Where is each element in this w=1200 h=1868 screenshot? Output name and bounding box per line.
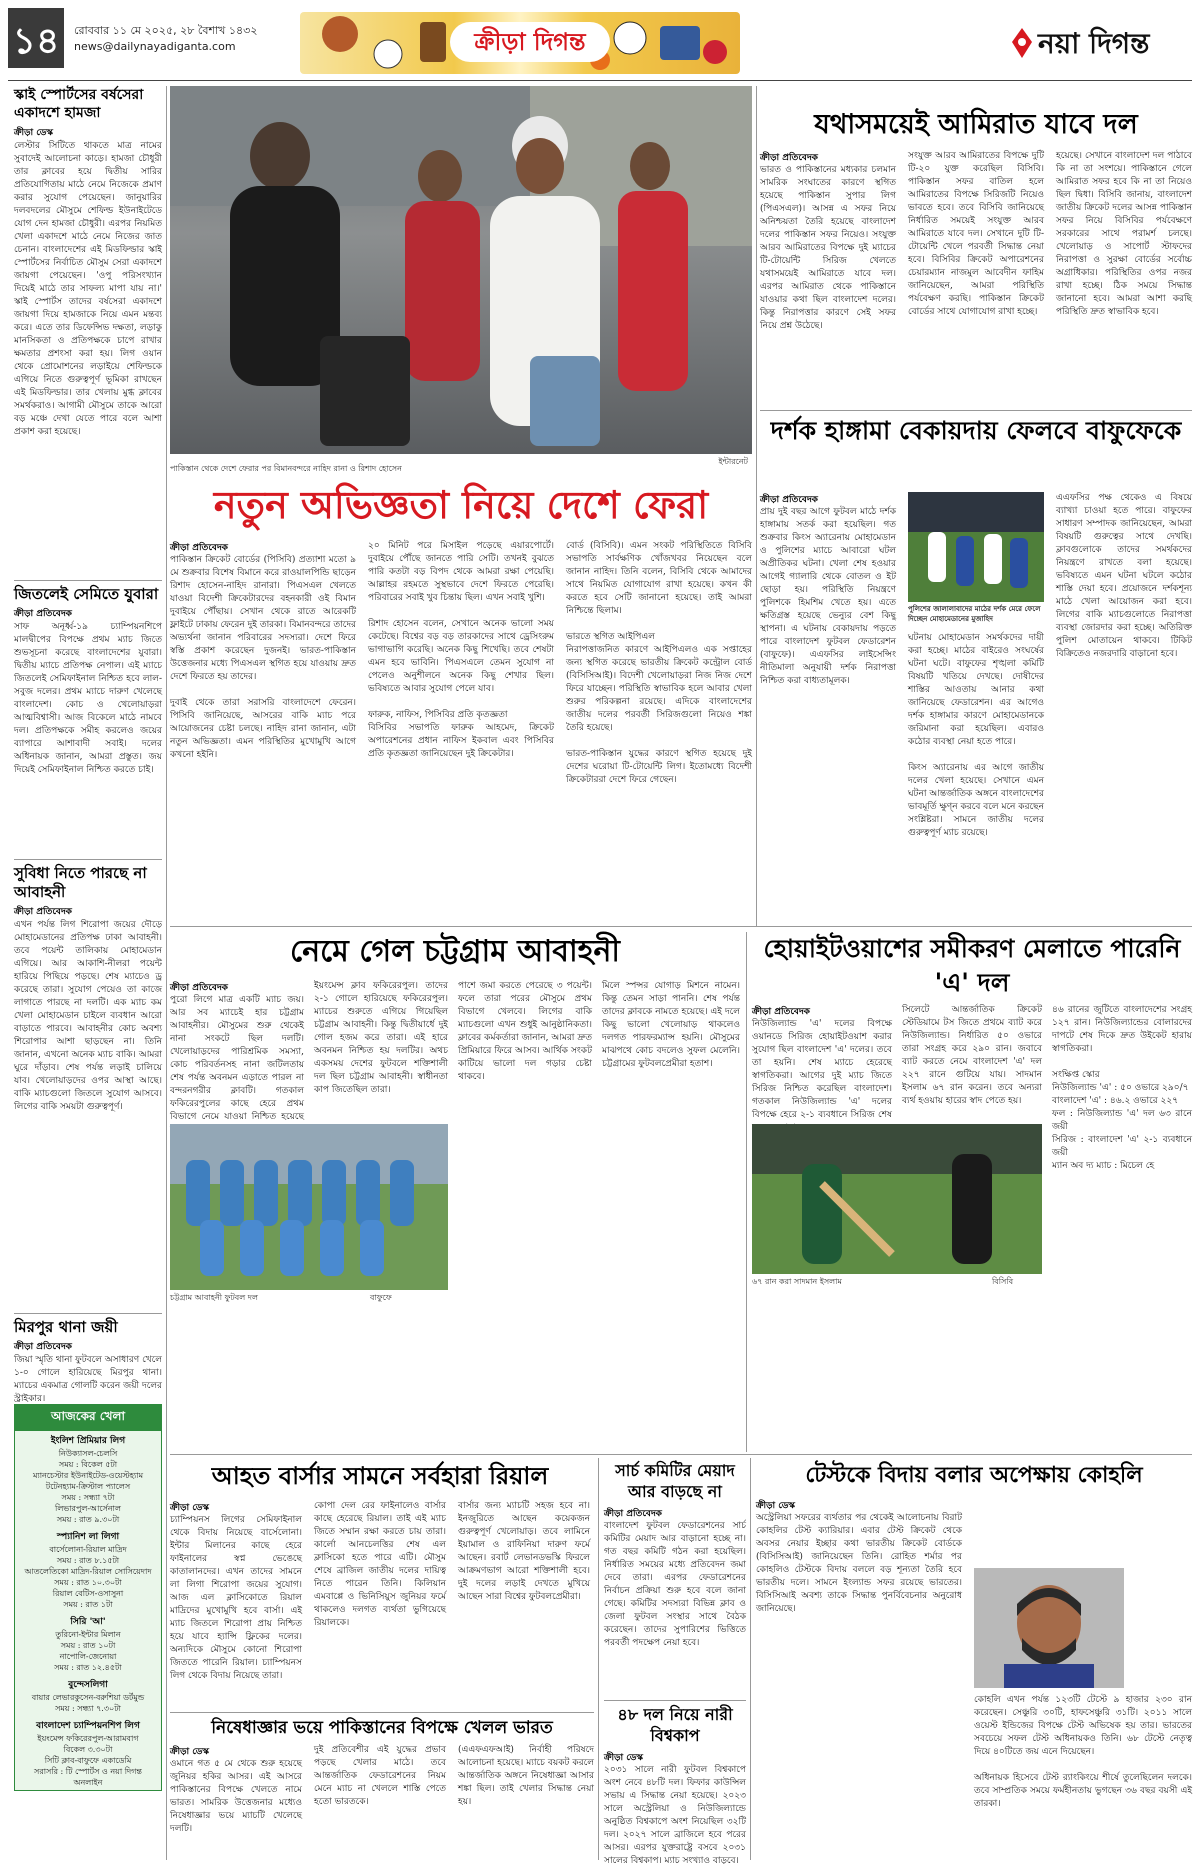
kohli-body bbox=[756, 1498, 1192, 1860]
team-photo-icon bbox=[170, 1124, 448, 1290]
photo-caption: ৬৭ রান করা সাদমান ইসলাম bbox=[752, 1277, 842, 1286]
wi-headline: হোয়াইটওয়াশের সমীকরণ মেলাতে পারেনি 'এ' দল bbox=[763, 934, 1181, 997]
fixture-text: তুরিনো-ইন্টার মিলান সময় : রাত ১০টা নাপোলি-জেনোয়া সময় : রাত ১২.৪৫টা bbox=[54, 1630, 122, 1672]
wi-photo bbox=[752, 1124, 1042, 1274]
column-rule bbox=[166, 86, 167, 1860]
crowd-body bbox=[760, 492, 1195, 922]
story-byline: ক্রীড়া প্রতিবেদক bbox=[170, 543, 228, 553]
fixtures-sidebar bbox=[14, 1404, 162, 1791]
ctg-column-1: পুরো লিগে মাত্র একটি ম্যাচ জয়। আর সব ম্যাচেই হার চট্টগ্রাম আবাহনীর। মৌসুমের শুরু থেকেই নানা সংকটে ছিল দলটি। খেলোয়াড়দের পারিশ্রমিক সমস্যা, কোচ পরিবর্তনসহ নানা জটিলতায় শেষ পর্যন্ত অবনমন এড়াতে পারল না বন্দরনগরীর ক্লাবটি। গতকাল ফকিরেরপুলের কাছে হেরে প্রথম বিভাগে নেমে যাওয়া নিশ্চিত হয়েছে bbox=[170, 995, 304, 1122]
divider bbox=[14, 580, 162, 581]
lead-photo-caption-bar bbox=[170, 456, 752, 473]
lead-column-2: ২০ মিনিট পরে মিসাইল পড়েছে এয়ারপোর্টে। দুবাইয়ে পৌঁছে জানতে পারি সেটি। তখনই বুঝতে পারি কতটা বড় বিপদ থেকে আমরা রক্ষা পেয়েছি। আল্লাহর রহমতে সুস্থভাবে দেশে ফিরতে পেরেছি। পরিবারের সবাই খুব চিন্তায় ছিল। এখন সবাই খুশি। রিশাদ হোসেন বলেন, সেখানে অনেক ভালো সময় কেটেছে। বিশ্বের বড় বড় তারকাদের সাথে ড্রেসিংরুম ভাগাভাগি করেছি। অনেক কিছু শিখেছি। তবে শেষটা এমন হবে ভাবিনি। পিএসএলে তেমন সুযোগ না পেলেও অনুশীলনে অনেক কিছু শেখার ছিল। ভবিষ্যতে আবার সুযোগ পেলে যাব। ফারুক, নাফিস, পিসিবির প্রতি কৃতজ্ঞতা বিসিবির সভাপতি ফারুক আহমেদ, ক্রিকেট অপারেশনের প্রধান নাফিস ইকবাল এবং পিসিবির প্রতি কৃতজ্ঞতা জানিয়েছেন দুই ক্রিকেটার। bbox=[368, 541, 554, 759]
fixture-heading: ইংলিশ প্রিমিয়ার লিগ bbox=[50, 1436, 126, 1446]
fixture-heading: স্প্যানিশ লা লিগা bbox=[56, 1532, 120, 1542]
fixture-text: বায়ার লেভারকুসেন-বরুশিয়া ডর্টমুন্ড সময় : সন্ধ্যা ৭.৩০টা bbox=[31, 1693, 145, 1713]
fixtures-title: আজকের খেলা bbox=[15, 1405, 161, 1431]
barca-body bbox=[170, 1500, 593, 1706]
fixture-heading: সিরি 'আ' bbox=[70, 1617, 106, 1627]
column-rule bbox=[598, 1458, 599, 1860]
india-body bbox=[170, 1744, 597, 1860]
emirates-headline: যথাসময়েই আমিরাত যাবে দল bbox=[814, 109, 1138, 140]
story-body: সাফ অনূর্ধ্ব-১৯ চ্যাম্পিয়নশিপে মালদ্বীপের বিপক্ষে প্রথম ম্যাচ জিতে শুভসূচনা করেছে বাংলাদেশের যুবারা। দ্বিতীয় ম্যাচে প্রতিপক্ষ নেপাল। এই ম্যাচে জিতলেই সেমিফাইনাল নিশ্চিত হবে লাল-সবুজ দলের। প্রথম ম্যাচে দারুণ খেলেছে বাংলাদেশ। কোচ ও খেলোয়াড়রা আত্মবিশ্বাসী। আজ বিকেলে মাঠে নামবে দল। প্রতিপক্ষকে সমীহ করলেও জয়ের ব্যাপারে আশাবাদী সবাই। দলের অধিনায়ক জানান, আমরা প্রস্তুত। জয় দিয়েই সেমিফাইনাল নিশ্চিত করতে চাই। bbox=[14, 622, 165, 775]
divider bbox=[170, 926, 1192, 927]
page-number: ১৪ bbox=[12, 20, 60, 62]
cricketer-portrait-icon bbox=[974, 1568, 1124, 1688]
story-byline: ক্রীড়া ডেস্ক bbox=[170, 1747, 210, 1757]
story-body: এখন পর্যন্ত লিগ শিরোপা জয়ের দৌড়ে মোহামেডানের প্রতিপক্ষ ঢাকা আবাহনী। তবে পয়েন্ট তালিকায় মোহামেডান এগিয়ে। আর আকাশি-নীলরা পয়েন্ট হারিয়ে পিছিয়ে পড়ছে। শেষ ম্যাচেও ড্র করেছে তারা। সুযোগ পেয়েও তা কাজে লাগাতে পারছে না দলটি। এক ম্যাচ কম খেলা মোহামেডান চাইলে ব্যবধান আরো বাড়াতে পারবে। আবাহনীর কোচ অবশ্য শিরোপার আশা ছাড়ছেন না। তিনি জানান, এখনো অনেক ম্যাচ বাকি। আমরা ঘুরে দাঁড়াব। শেষ পর্যন্ত লড়াই চালিয়ে যাব। খেলোয়াড়দের ওপর আস্থা আছে। বাকি ম্যাচগুলো জিতলে সুযোগ আসবে। লিগের বাকি সময়টা গুরুত্বপূর্ণ। bbox=[14, 920, 165, 1112]
fixture-group bbox=[15, 1612, 161, 1675]
crowd-column-3: এএফসির পক্ষ থেকেও এ বিষয়ে ব্যাখ্যা চাওয়া হতে পারে। বাফুফের সাধারণ সম্পাদক জানিয়েছেন, আমরা বিষয়টি গুরুত্বের সাথে দেখছি। ক্লাবগুলোকে তাদের সমর্থকদের নিয়ন্ত্রণে রাখতে বলা হয়েছে। ভবিষ্যতে এমন ঘটনা ঘটলে কঠোর শাস্তি দেয়া হবে। প্রয়োজনে দর্শকশূন্য মাঠে খেলা আয়োজন করা হবে। লিগের বাকি ম্যাচগুলোতে নিরাপত্তা ব্যবস্থা জোরদার করা হচ্ছে। অতিরিক্ত পুলিশ মোতায়েন থাকবে। টিকিট বিক্রিতেও নজরদারি বাড়ানো হবে। bbox=[1056, 493, 1195, 659]
fixture-group bbox=[15, 1716, 161, 1790]
cricket-batsman-photo-icon bbox=[752, 1124, 1042, 1274]
fixture-heading: বাংলাদেশ চ্যাম্পিয়নশিপ লিগ bbox=[36, 1721, 140, 1731]
divider bbox=[760, 410, 1192, 411]
emirates-body bbox=[760, 150, 1195, 404]
fixture-text: নিউক্যাসল-চেলসি সময় : বিকেল ৫টা ম্যানচেস্টার ইউনাইটেড-ওয়েস্টহ্যাম টটেনহ্যাম-ক্রিস্টাল প্যালেস সময় : সন্ধ্যা ৭টা লিভারপুল-আর্সেনাল সময় : রাত ৯.৩০টা bbox=[32, 1449, 144, 1524]
story-byline: ক্রীড়া ডেস্ক bbox=[170, 1503, 210, 1513]
barca-column-1: চ্যাম্পিয়নস লিগের সেমিফাইনাল থেকে বিদায় নিয়েছে বার্সেলোনা। ইন্টার মিলানের কাছে হেরে ফাইনালের স্বপ্ন ভেঙেছে কাতালানদের। এখন তাদের সামনে লা লিগা শিরোপা জয়ের সুযোগ। আজ এল ক্লাসিকোতে রিয়াল মাদ্রিদের মুখোমুখি হবে বার্সা। এই ম্যাচ জিতলে শিরোপা প্রায় নিশ্চিত হয়ে যাবে হ্যান্সি ফ্লিকের দলের। অন্যদিকে মৌসুমে কোনো শিরোপা জিততে পারেনি রিয়াল। চ্যাম্পিয়নস লিগ থেকে বিদায় নিয়েছে তারা। bbox=[170, 1515, 305, 1681]
divider bbox=[604, 1700, 746, 1701]
fixture-group bbox=[15, 1675, 161, 1716]
email-link[interactable]: news@dailynayadiganta.com bbox=[74, 40, 236, 53]
wi-body bbox=[752, 1004, 1192, 1426]
photo-credit: বাফুফে bbox=[370, 1293, 392, 1302]
story-byline: ক্রীড়া ডেস্ক bbox=[14, 128, 54, 138]
story-body: জিয়া স্মৃতি থানা ফুটবলে অসাধারণ খেলে ১-০ গোলে হারিয়েছে মিরপুর থানা। ম্যাচের একমাত্র গোলটি করেন জয়ী দলের স্ট্রাইকার। bbox=[14, 1355, 165, 1404]
lead-photo bbox=[170, 86, 752, 454]
story-byline: ক্রীড়া প্রতিবেদক bbox=[760, 153, 818, 163]
search-body: বাংলাদেশ ফুটবল ফেডারেশনের সার্চ কমিটির মেয়াদ আর বাড়ানো হচ্ছে না। গত বছর কমিটি গঠন করা হয়েছিল। নির্ধারিত সময়ের মধ্যে প্রতিবেদন জমা দেবে তারা। এরপর ফেডারেশনের নির্বাচন প্রক্রিয়া শুরু হবে বলে জানা গেছে। কমিটির সদস্যরা বিভিন্ন ক্লাব ও জেলা ফুটবল সংস্থার সাথে বৈঠক করেছেন। তাদের সুপারিশের ভিত্তিতে পরবর্তী পদক্ষেপ নেয়া হবে। bbox=[604, 1521, 749, 1648]
story-byline: ক্রীড়া প্রতিবেদক bbox=[14, 609, 72, 619]
fixture-group bbox=[15, 1431, 161, 1527]
fixture-heading: বুন্দেসলিগা bbox=[68, 1680, 108, 1690]
story-headline: স্কাই স্পোর্টসের বর্ষসেরা একাদশে হামজা bbox=[14, 87, 144, 121]
women-wc-body: ২০৩১ সালে নারী ফুটবল বিশ্বকাপে অংশ নেবে ৪৮টি দল। ফিফার কাউন্সিল সভায় এ সিদ্ধান্ত নেয়া হয়েছে। ২০২৩ সালে অস্ট্রেলিয়া ও নিউজিল্যান্ডে অনুষ্ঠিত বিশ্বকাপে অংশ নিয়েছিল ৩২টি দল। ২০২৭ সালে ব্রাজিলে হবে পরের আসর। এরপর যুক্তরাষ্ট্রে বসবে ২০৩১ সালের বিশ্বকাপ। ম্যাচ সংখ্যাও বাড়বে। bbox=[604, 1765, 749, 1866]
story-byline: ক্রীড়া প্রতিবেদক bbox=[760, 495, 818, 505]
story-byline: ক্রীড়া প্রতিবেদক bbox=[14, 907, 72, 917]
photo-caption: পুলিশের জালালাবাদের মাঠের দর্শক মেরে ফেলে দিচ্ছেন মোহামেডানের মুজাহিদ bbox=[908, 605, 1041, 623]
lead-column-3: বোর্ড (বিসিবি)। এমন সংকট পরিস্থিতিতে বিসিবি সভাপতি সার্বক্ষণিক খোঁজখবর নিয়েছেন বলে জানান নাহিদ। তিনি বলেন, বিসিবি থেকে আমাদের সাথে নিয়মিত যোগাযোগ রাখা হয়েছে। কখন কী করতে হবে সেটি জানানো হয়েছে। তাই আমরা নিশ্চিন্তে ছিলাম। ভারতে স্থগিত আইপিএল নিরাপত্তাজনিত কারণে আইপিএলও এক সপ্তাহের জন্য স্থগিত করেছে ভারতীয় ক্রিকেট কন্ট্রোল বোর্ড (বিসিসিআই)। বিদেশী খেলোয়াড়রা নিজ নিজ দেশে ফিরে যাচ্ছেন। পরিস্থিতি স্বাভাবিক হলে আবার খেলা শুরুর পরিকল্পনা রয়েছে। এদিকে বাংলাদেশের জাতীয় দলের পরবর্তী সিরিজগুলো নিয়েও শঙ্কা তৈরি হয়েছে। ভারত-পাকিস্তান যুদ্ধের কারণে স্থগিত হয়েছে দুই দেশের ঘরোয়া টি-টোয়েন্টি লিগ। ইতোমধ্যে বিদেশী ক্রিকেটাররা দেশে ফিরে গেছেন। bbox=[566, 541, 752, 785]
ctg-team-photo bbox=[170, 1124, 448, 1290]
paper-logo bbox=[1010, 18, 1190, 68]
story-byline: ক্রীড়া প্রতিবেদক bbox=[170, 983, 228, 993]
fixture-group bbox=[15, 1527, 161, 1612]
divider bbox=[170, 1454, 1192, 1455]
women-wc-headline: ৪৮ দল নিয়ে নারী বিশ্বকাপ bbox=[617, 1705, 733, 1745]
ctg-headline: নেমে গেল চট্টগ্রাম আবাহনী bbox=[290, 934, 620, 969]
ctg-column-3: পাশে জমা করতে পেরেছে ৩ পয়েন্ট। ফলে তারা পরের মৌসুমে প্রথম বিভাগে খেলবে। লিগের বাকি ম্যাচগুলো এখন শুধুই আনুষ্ঠানিকতা। ক্লাবের কর্মকর্তারা জানান, আমরা দ্রুত প্রিমিয়ারে ফিরে আসব। আর্থিক সংকট কাটিয়ে ভালো দল গড়ার চেষ্টা থাকবে। bbox=[458, 981, 595, 1082]
story-byline: ক্রীড়া প্রতিবেদক bbox=[14, 1342, 72, 1352]
logo-mark-icon bbox=[1010, 26, 1034, 60]
column-rule bbox=[750, 1458, 751, 1860]
barca-column-2: কোপা দেল রের ফাইনালেও বার্সার কাছে হেরেছে রিয়াল। তাই এই ম্যাচ জিতে সম্মান রক্ষা করতে চায় তারা। কার্লো আনচেলত্তির শেষ এল ক্লাসিকো হতে পারে এটি। মৌসুম শেষে ব্রাজিল জাতীয় দলের দায়িত্ব নিতে পারেন তিনি। কিলিয়ান এমবাপ্পে ও ভিনিসিয়ুস জুনিয়র ফর্মে থাকলেও দলগত ব্যর্থতা ভুগিয়েছে রিয়ালকে। bbox=[314, 1501, 449, 1628]
kohli-headline: টেস্টকে বিদায় বলার অপেক্ষায় কোহলি bbox=[805, 1462, 1143, 1488]
column-rule bbox=[756, 86, 757, 926]
india-column-2: দুই প্রতিবেশীর এই যুদ্ধের প্রভাব পড়ছে খেলার মাঠে। তবে আন্তর্জাতিক ফেডারেশনের নিয়ম মেনে ম্যাচ না খেললে শাস্তি পেতে হতো ভারতকে। bbox=[314, 1745, 449, 1807]
kohli-photo bbox=[974, 1568, 1124, 1688]
story-headline: সুবিধা নিতে পারছে না আবাহনী bbox=[14, 864, 147, 901]
emirates-column-1: ভারত ও পাকিস্তানের মধ্যকার চলমান সামরিক সংঘাতের কারণে স্থগিত হয়েছে পাকিস্তান সুপার লিগ (পিএসএল)। আসন্ন এ সফর নিয়ে অনিশ্চয়তা তৈরি হয়েছে বাংলাদেশ দলের পাকিস্তান সফর নিয়েও। সংযুক্ত আরব আমিরাতের বিপক্ষে দুই ম্যাচের টি-টোয়েন্টি সিরিজ খেলতে যথাসময়েই আমিরাতে যাবে দল। এরপর আমিরাত থেকে পাকিস্তানে যাওয়ার কথা ছিল বাংলাদেশ দলের। কিন্তু নিরাপত্তার কারণে সেই সফর নিয়ে প্রশ্ন উঠেছে। bbox=[760, 165, 899, 331]
kohli-column-2: কোহলি এখন পর্যন্ত ১২৩টি টেস্টে ৯ হাজার ২৩০ রান করেছেন। সেঞ্চুরি ৩০টি, হাফসেঞ্চুরি ৩১টি। ২০১১ সালে ওয়েস্ট ইন্ডিজের বিপক্ষে টেস্ট অভিষেক হয় তার। ভারতের সবচেয়ে সফল টেস্ট অধিনায়কও তিনি। ৬৮ টেস্টে নেতৃত্ব দিয়ে ৪০টিতে জয় এনে দিয়েছেন। অধিনায়ক হিসেবে টেস্ট র‍্যাংকিংয়ে শীর্ষে তুলেছিলেন দলকে। তবে সাম্প্রতিক সময়ে ফর্মহীনতায় ভুগছেন ৩৬ বছর বয়সী এই তারকা। bbox=[974, 1695, 1192, 1809]
fixture-text: ইয়ংমেন্স ফকিরেরপুল-আরামবাগ বিকেল ৩.৩০টা সিটি ক্লাব-বাফুফে একাডেমি সরাসরি : টি স্পোর্টস ও নয়া দিগন্ত অনলাইন bbox=[34, 1734, 142, 1787]
ctg-column-2: ইয়ংমেন্স ক্লাব ফকিরেরপুল। তাদের ২-১ গোলে হারিয়েছে ফকিরেরপুল। ম্যাচের শুরুতে এগিয়ে গিয়েছিল চট্টগ্রাম আবাহনী। কিন্তু দ্বিতীয়ার্ধে দুই গোল হজম করে তারা। এই হারে অবনমন নিশ্চিত হয় দলটির। অথচ একসময় দেশের ফুটবলে শক্তিশালী দল ছিল চট্টগ্রাম আবাহনী। স্বাধীনতা কাপ জিতেছিল তারা। bbox=[314, 981, 451, 1095]
column-rule bbox=[746, 932, 747, 1452]
story-body: লেস্টার সিটিতে থাকতে মাত্র নামের সুবাদেই আলোচনা কাড়ে। হামজা চৌধুরী তার ক্লাবের হয়ে দ্বিতীয় সারির প্রতিযোগিতায় মাঠে নেমে নিজেকে প্রমাণ করার সুযোগ পেয়েছেন। জানুয়ারির দলবদলের মৌসুমে শেফিল্ড ইউনাইটেডে যোগ দেন হামজা চৌধুরী। এরপর নিয়মিত খেলা একাদশে মাঠে নেমে নিজের জাত চেনান। বাংলাদেশের এই মিডফিল্ডার স্কাই স্পোর্টসের নির্বাচিত মৌসুম সেরা একাদশে জায়গা পেয়েছেন। 'ওপু পরিসংখ্যান দিয়েই মাঠে তার সাফল্য মাপা যায় না।' স্কাই স্পোর্টস তাদের বর্ষসেরা একাদশে জায়গা দিয়ে হামজাকে নিয়ে এমন মন্তব্য করে। এতে তার ডিফেন্সিভ দক্ষতা, লড়াকু মানসিকতা ও প্রতিপক্ষকে চাপে রাখার ক্ষমতার প্রশংসা করা হয়। লিগ ওয়ান থেকে প্রোমোশনের লড়াইয়ে শেফিল্ডকে এগিয়ে নিতে গুরুত্বপূর্ণ ভূমিকা রাখছেন এই মিডফিল্ডার। তার খেলায় মুগ্ধ ক্লাবের সমর্থকরাও। আগামী মৌসুমে তাকে আরো বড় মঞ্চে দেখা যেতে পারে বলে আশা প্রকাশ করা হয়েছে। bbox=[14, 141, 165, 437]
crowd-photo bbox=[908, 492, 1044, 602]
crowd-column-2: ঘটনায় মোহামেডান সমর্থকদের দায়ী করা হচ্ছে। মাঠের বাইরেও সংঘর্ষের ঘটনা ঘটে। বাফুফের শৃঙ্খলা কমিটি বিষয়টি খতিয়ে দেখছে। দোষীদের শাস্তির আওতায় আনার কথা জানিয়েছে ফেডারেশন। এর আগেও দর্শক হাঙ্গামার কারণে মোহামেডানকে জরিমানা করা হয়েছিল। এবারও কঠোর ব্যবস্থা নেয়া হতে পারে। কিংস অ্যারেনায় এর আগে জাতীয় দলের খেলা হয়েছে। সেখানে এমন ঘটনা আন্তর্জাতিক অঙ্গনে বাংলাদেশের ভাবমূর্তি ক্ষুণ্ন করবে বলে মনে করছেন সংশ্লিষ্টরা। সামনে জাতীয় দলের গুরুত্বপূর্ণ ম্যাচ রয়েছে। bbox=[908, 633, 1044, 838]
section-title: ক্রীড়া দিগন্ত bbox=[450, 22, 610, 62]
story-headline: জিতলেই সেমিতে যুবারা bbox=[14, 585, 159, 603]
story-byline: ক্রীড়া ডেস্ক bbox=[604, 1753, 644, 1763]
lead-headline: নতুন অভিজ্ঞতা নিয়ে দেশে ফেরা bbox=[213, 482, 709, 527]
story-byline: ক্রীড়া প্রতিবেদক bbox=[604, 1509, 662, 1519]
divider bbox=[14, 1313, 162, 1314]
india-column-1: ওমানে গত ৫ মে থেকে শুরু হয়েছে জুনিয়র হকির আসর। এই আসরে পাকিস্তানের বিপক্ষে খেলতে নামে ভারত। সামরিক উত্তেজনার মধ্যেও নিষেধাজ্ঞার ভয়ে ম্যাচটি খেলেছে দলটি। bbox=[170, 1759, 305, 1834]
photo-credit: ইন্টারনেট bbox=[718, 457, 748, 466]
barca-column-3: বার্সার জন্য ম্যাচটি সহজ হবে না। ইনজুরিতে আছেন কয়েকজন গুরুত্বপূর্ণ খেলোয়াড়। তবে লামিনে ইয়ামাল ও রাফিনিয়া দারুণ ফর্মে আছেন। রবার্ট লেভানডভস্কি ফিরলে আক্রমণভাগ আরো শক্তিশালী হবে। দুই দলের লড়াই দেখতে মুখিয়ে আছেন সারা বিশ্বের ফুটবলপ্রেমীরা। bbox=[458, 1501, 593, 1602]
wi-column-2: সিলেটে আন্তর্জাতিক ক্রিকেট স্টেডিয়ামে টস জিতে প্রথমে ব্যাট করে নিউজিল্যান্ড। নির্ধারিত ৫০ ওভারে তারা সংগ্রহ করে ২৯০ রান। জবাবে ব্যাট করতে নেমে বাংলাদেশ 'এ' দল ২২৭ রানে গুটিয়ে যায়। সাদমান ইসলাম ৬৭ রান করেন। তবে অন্যরা ব্যর্থ হওয়ায় হারের স্বাদ পেতে হয়। bbox=[902, 1005, 1045, 1106]
ctg-column-4: মিলে স্পন্সর যোগাড় মিশনে নামেন। কিন্তু তেমন সাড়া পাননি। শেষ পর্যন্ত তাদের ক্লাবকে নামতে হয়েছে। এই দলে কিছু ভালো খেলোয়াড় থাকলেও দলগত পারফরম্যান্স হয়নি। মৌসুমের মাঝপথে কোচ বদলেও সুফল মেলেনি। চট্টগ্রামের ফুটবলপ্রেমীরা হতাশ। bbox=[602, 981, 743, 1069]
section-banner bbox=[300, 12, 740, 74]
story-byline: ক্রীড়া ডেস্ক bbox=[756, 1501, 796, 1511]
emirates-column-3: হয়েছে। সেখানে বাংলাদেশ দল পাঠাবে কি না তা সংশয়ে। পাকিস্তানে গেলে আমিরাত সফর হবে কি না তা নিয়েও ছিল দ্বিধা। বিসিবি জানায়, বাংলাদেশ জাতীয় ক্রিকেট দলের আসন্ন পাকিস্তান সফর নিয়ে বিসিবির পর্যবেক্ষণে সরকারের সাথে পরামর্শ চলছে। খেলোয়াড় ও সাপোর্ট স্টাফদের নিরাপত্তা ও সুরক্ষা বোর্ডের সর্বোচ্চ অগ্রাধিকার। পরিস্থিতির ওপর নজর রাখা হচ্ছে। ঠিক সময়ে সিদ্ধান্ত জানানো হবে। আমরা আশা করছি পরিস্থিতি দ্রুত স্বাভাবিক হবে। bbox=[1056, 151, 1195, 317]
left-column bbox=[14, 86, 165, 1860]
crowd-column-1: প্রায় দুই বছর আগে ফুটবল মাঠে দর্শক হাঙ্গামায় সতর্ক করা হয়েছিল। গত শুক্রবার কিংস অ্যারেনায় মোহামেডান ও পুলিশের ম্যাচে আবারো ঘটল অপ্রীতিকর ঘটনা। খেলা শেষ হওয়ার আগেই গ্যালারি থেকে বোতল ও ইট ছোড়া হয়। পরিস্থিতি নিয়ন্ত্রণে পুলিশকে হিমশিম খেতে হয়। এতে ক্ষতিগ্রস্ত হয়েছে ভেন্যুর বেশ কিছু স্থাপনা। এ ঘটনায় বেকায়দায় পড়তে পারে বাংলাদেশ ফুটবল ফেডারেশন (বাফুফে)। এএফসির লাইসেন্সিং নীতিমালা অনুযায়ী দর্শক নিরাপত্তা নিশ্চিত করা বাধ্যতামূলক। bbox=[760, 507, 899, 686]
date-line: রোববার ১১ মে ২০২৫, ২৮ বৈশাখ ১৪৩২ bbox=[74, 24, 258, 37]
photo-credit: বিসিবি bbox=[992, 1277, 1014, 1286]
wi-column-3: ৪৬ রানের জুটিতে বাংলাদেশের সংগ্রহ ১২৭ রান। নিউজিল্যান্ডের বোলারদের দাপটে শেষ দিকে দ্রুত উইকেট হারায় স্বাগতিকরা। সংক্ষিপ্ত স্কোর নিউজিল্যান্ড 'এ' : ৫০ ওভারে ২৯০/৭ বাংলাদেশ 'এ' : ৪৬.২ ওভারে ২২৭ ফল : নিউজিল্যান্ড 'এ' দল ৬৩ রানে জয়ী সিরিজ : বাংলাদেশ 'এ' ২-১ ব্যবধানে জয়ী ম্যান অব দ্য ম্যাচ : মিচেল হে bbox=[1052, 1005, 1192, 1171]
players-photo-icon bbox=[170, 86, 752, 454]
lead-body bbox=[170, 540, 752, 920]
story-headline: মিরপুর থানা জয়ী bbox=[14, 1318, 118, 1336]
masthead-rule bbox=[8, 80, 1192, 81]
photo-caption: চট্টগ্রাম আবাহনী ফুটবল দল bbox=[170, 1293, 258, 1302]
photo-caption: পাকিস্তান থেকে দেশে ফেরার পর বিমানবন্দরে নাহিদ রানা ও রিশাদ হোসেন bbox=[170, 464, 402, 473]
football-match-photo-icon bbox=[908, 492, 1044, 602]
paper-name: নয়া দিগন্ত bbox=[1038, 27, 1150, 60]
lead-column-1: পাকিস্তান ক্রিকেট বোর্ডের (পিসিবি) প্রত্যাশা মতো ৯ মে শুক্রবার বিশেষ বিমানে করে রাওয়ালপিন্ডি ছাড়েন রিশাদ হোসেন-নাহিদ রানারা। পিএসএল খেলতে যাওয়া বিদেশী ক্রিকেটারদের বহনকারী ওই বিমান দুবাইয়ে পৌঁছায়। সেখান থেকে রাতে আরেকটি ফ্লাইটে ঢাকায় ফেরেন দুই তারকা। বিমানবন্দরে তাদের অভ্যর্থনা জানান পরিবারের সদস্যরা। দেশে ফিরে স্বস্তি প্রকাশ করেছেন দুজনই। ভারত-পাকিস্তান উত্তেজনার মধ্যে পিএসএল স্থগিত হয়ে যাওয়ায় দ্রুত দেশে ফিরতে হয় তাদের। দুবাই থেকে তারা সরাসরি বাংলাদেশে ফেরেন। পিসিবি জানিয়েছে, আসরের বাকি ম্যাচ পরে আয়োজনের চেষ্টা চলছে। নাহিদ রানা জানান, এটা নতুন অভিজ্ঞতা। এমন পরিস্থিতির মুখোমুখি আগে কখনো হইনি। bbox=[170, 555, 356, 760]
ctg-body bbox=[170, 980, 743, 1446]
fixture-text: বার্সেলোনা-রিয়াল মাদ্রিদ সময় : রাত ৮.১৫টা আতলেতিকো মাদ্রিদ-রিয়াল সোসিয়েদাদ সময় : রাত ১০.৩০টা রিয়াল বেটিস-ওসাসুনা সময় : রাত ১টা bbox=[24, 1545, 152, 1609]
story-byline: ক্রীড়া প্রতিবেদক bbox=[752, 1007, 810, 1017]
india-headline: নিষেধাজ্ঞার ভয়ে পাকিস্তানের বিপক্ষে খেলল ভারত bbox=[211, 1718, 553, 1738]
emirates-column-2: সংযুক্ত আরব আমিরাতের বিপক্ষে দুটি টি-২০ যুক্ত করেছিল বিসিবি। পাকিস্তান সফর বাতিল হলে আমিরাতের বিপক্ষে সিরিজটি নিয়েও ভাবতে হবে। তবে বিসিবি জানিয়েছে নির্ধারিত সময়েই সংযুক্ত আরব আমিরাতে যাবে দল। সেখানে দুটি টি-টোয়েন্টি খেলে পরবর্তী সিদ্ধান্ত নেয়া হবে। বিসিবির ক্রিকেট অপারেশনের চেয়ারম্যান নাজমুল আবেদীন ফাহিম জানিয়েছেন, আমরা পরিস্থিতি পর্যবেক্ষণ করছি। পাকিস্তান ক্রিকেট বোর্ডের সাথে যোগাযোগ রাখা হচ্ছে। bbox=[908, 151, 1047, 317]
crowd-headline: দর্শক হাঙ্গামা বেকায়দায় ফেলবে বাফুফেকে bbox=[770, 416, 1182, 445]
search-headline: সার্চ কমিটির মেয়াদ আর বাড়ছে না bbox=[615, 1461, 735, 1501]
kohli-column-1: অস্ট্রেলিয়া সফরের ব্যর্থতার পর থেকেই আলোচনায় বিরাট কোহলির টেস্ট ক্যারিয়ার। এবার টেস্ট ক্রিকেট থেকে অবসর নেয়ার ইচ্ছার কথা ভারতীয় ক্রিকেট বোর্ডকে (বিসিসিআই) জানিয়েছেন তিনি। রোহিত শর্মার পর কোহলিও টেস্টকে বিদায় বললে বড় শূন্যতা তৈরি হবে ভারতীয় দলে। সামনে ইংল্যান্ড সফর রয়েছে ভারতের। বিসিসিআই অবশ্য তাকে সিদ্ধান্ত পুনর্বিবেচনার অনুরোধ জানিয়েছে। bbox=[756, 1513, 965, 1614]
divider bbox=[14, 859, 162, 860]
divider bbox=[170, 1712, 594, 1713]
india-column-3: (এএফএফআই) নির্বাহী পরিষদে আলোচনা হয়েছে। ম্যাচে বয়কট করলে আন্তর্জাতিক অঙ্গনে নিষেধাজ্ঞা আসার শঙ্কা ছিল। তাই খেলার সিদ্ধান্ত নেয়া হয়। bbox=[458, 1745, 597, 1807]
wi-column-1: নিউজিল্যান্ড 'এ' দলের বিপক্ষে ওয়ানডে সিরিজ হোয়াইটওয়াশ করার সুযোগ ছিল বাংলাদেশ 'এ' দলের। তবে তা হয়নি। শেষ ম্যাচে হেরেছে স্বাগতিকরা। আগের দুই ম্যাচ জিতে সিরিজ নিশ্চিত করেছিল বাংলাদেশ। গতকাল নিউজিল্যান্ড 'এ' দলের বিপক্ষে হেরে ২-১ ব্যবধানে সিরিজ শেষ bbox=[752, 1019, 892, 1120]
barca-headline: আহত বার্সার সামনে সর্বহারা রিয়াল bbox=[211, 1461, 549, 1490]
